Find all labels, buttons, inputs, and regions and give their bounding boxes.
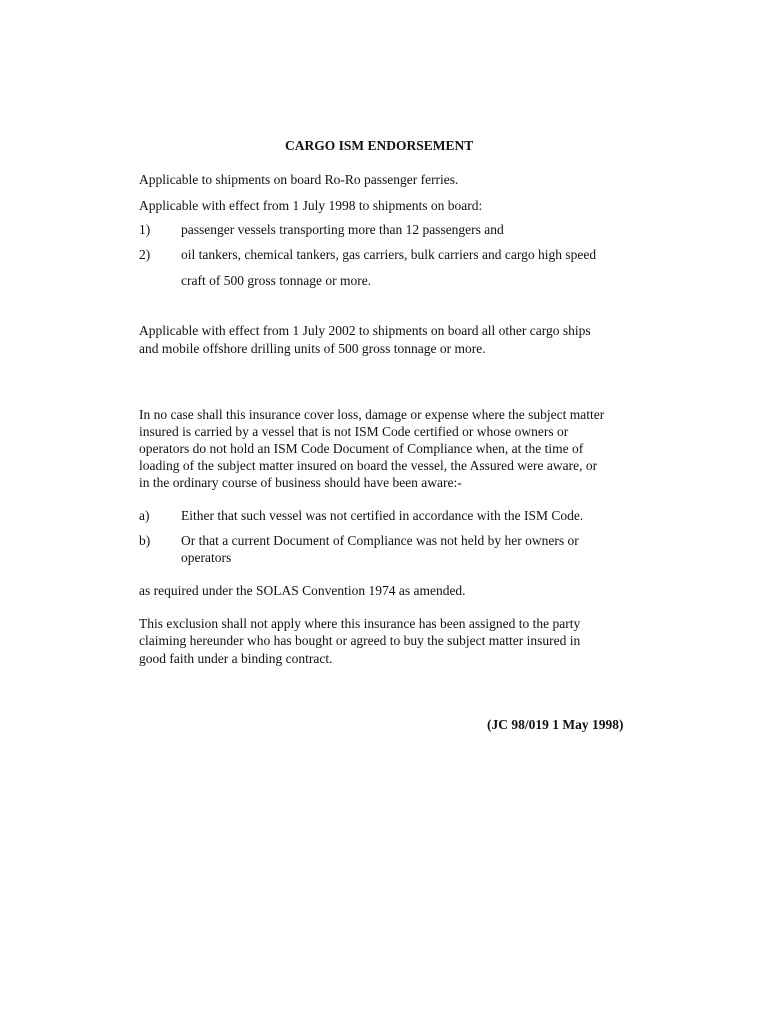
list-marker-a: a)	[139, 508, 150, 523]
list-item-1-line-1: passenger vessels transporting more than 12 passengers and	[181, 222, 504, 237]
list-marker-1: 1)	[139, 222, 151, 237]
not-apply-line-1: This exclusion shall not apply where this insurance has been assigned to the party	[139, 616, 581, 631]
document-title: CARGO ISM ENDORSEMENT	[285, 138, 474, 153]
list-item-2-line-1: oil tankers, chemical tankers, gas carriers, bulk carriers and cargo high speed	[181, 247, 597, 262]
exclusion-line-2: insured is carried by a vessel that is not ISM Code certified or whose owners or	[139, 424, 569, 439]
list-item-b-line-1: Or that a current Document of Compliance was not held by her owners or	[181, 533, 579, 548]
exclusion-line-4: loading of the subject matter insured on board the vessel, the Assured were aware, or	[139, 458, 598, 473]
intro-line-2: Applicable with effect from 1 July 1998 to shipments on board:	[139, 198, 483, 213]
list-item-a-line-1: Either that such vessel was not certified in accordance with the ISM Code.	[181, 508, 584, 523]
intro-line-1: Applicable to shipments on board Ro-Ro passenger ferries.	[139, 172, 459, 187]
exclusion-line-1: In no case shall this insurance cover loss, damage or expense where the subject matter	[139, 407, 605, 422]
exclusion-line-5: in the ordinary course of business should have been aware:-	[139, 475, 462, 490]
list-marker-2: 2)	[139, 247, 151, 262]
list-marker-b: b)	[139, 533, 151, 548]
para-2002-line-1: Applicable with effect from 1 July 2002 to shipments on board all other cargo ships	[139, 323, 591, 338]
list-item-2-line-2: craft of 500 gross tonnage or more.	[181, 273, 372, 288]
not-apply-line-2: claiming hereunder who has bought or agreed to buy the subject matter insured in	[139, 633, 581, 648]
solas-line: as required under the SOLAS Convention 1974 as amended.	[139, 583, 466, 598]
exclusion-line-3: operators do not hold an ISM Code Document of Compliance when, at the time of	[139, 441, 584, 456]
list-item-b-line-2: operators	[181, 550, 232, 565]
not-apply-line-3: good faith under a binding contract.	[139, 651, 333, 666]
para-2002-line-2: and mobile offshore drilling units of 500 gross tonnage or more.	[139, 341, 486, 356]
reference-code: (JC 98/019 1 May 1998)	[487, 717, 624, 732]
